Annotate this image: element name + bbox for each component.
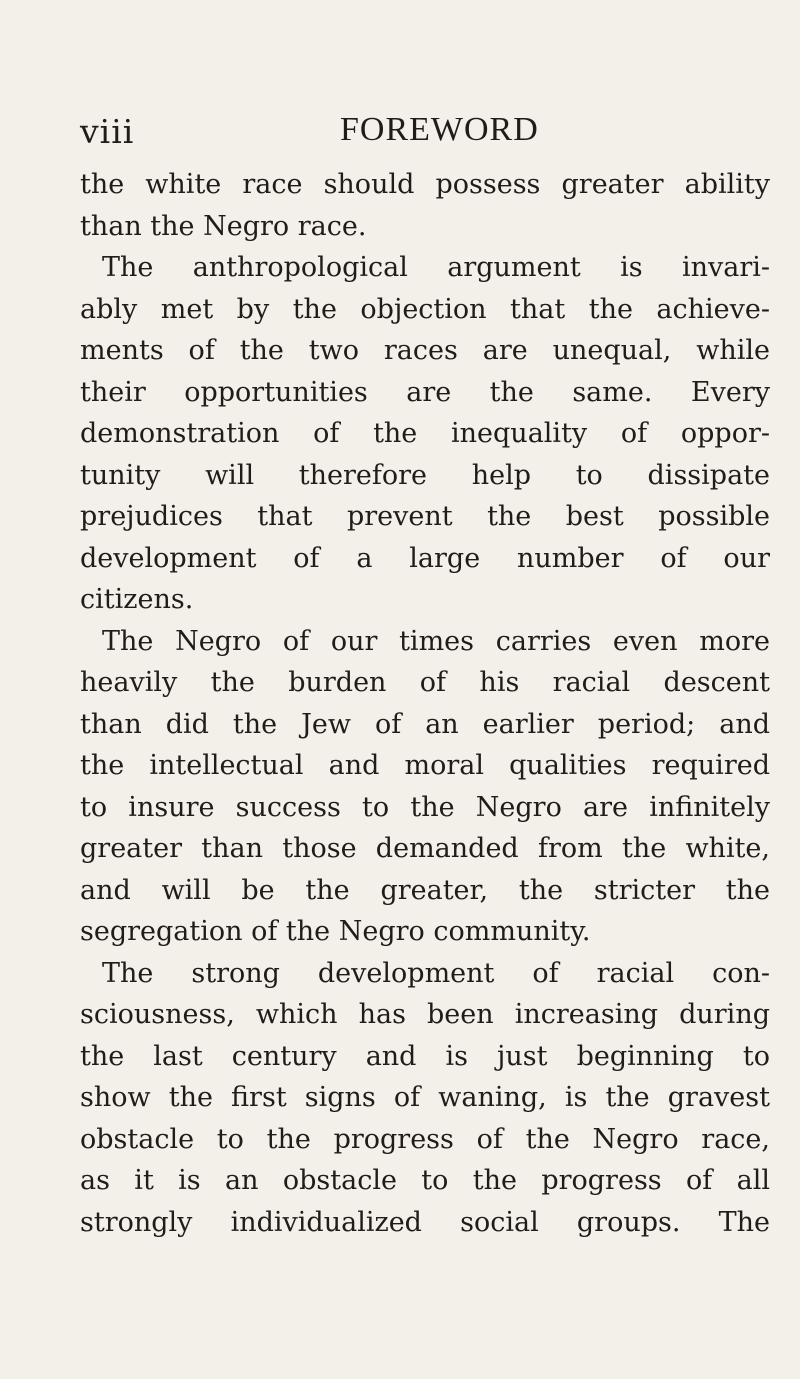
text-line: greater than those demanded from the white, — [80, 833, 770, 864]
text-line: show the first signs of waning, is the gravest — [80, 1082, 770, 1113]
text-line: The strong development of racial con- — [102, 957, 770, 989]
text-line: sciousness, which has been increasing during — [80, 999, 770, 1030]
text-line: as it is an obstacle to the progress of all — [80, 1165, 770, 1196]
running-head — [80, 106, 800, 154]
text-line: The Negro of our times carries even more — [102, 625, 770, 657]
text-line: heavily the burden of his racial descent — [80, 667, 770, 698]
text-line: The anthropological argument is invari- — [102, 252, 770, 283]
text-line: than did the Jew of an earlier period; and — [80, 708, 770, 740]
page-number: viii — [80, 112, 135, 151]
text-line: prejudices that prevent the best possible — [80, 501, 770, 532]
text-line: than the Negro race. — [80, 210, 367, 242]
text-line: segregation of the Negro community. — [80, 916, 591, 947]
text-line: demonstration of the inequality of oppor- — [80, 418, 770, 449]
text-line: to insure success to the Negro are infinitely — [80, 791, 770, 823]
text-line: development of a large number of our — [80, 542, 770, 574]
text-line: ments of the two races are unequal, while — [80, 335, 770, 366]
text-line: strongly individualized social groups. The — [80, 1206, 770, 1238]
text-line: ably met by the objection that the achieve- — [80, 293, 770, 325]
body-text — [80, 164, 770, 1243]
text-line: the intellectual and moral qualities required — [80, 750, 770, 781]
text-line: obstacle to the progress of the Negro race, — [80, 1123, 770, 1155]
text-line: the white race should possess greater ability — [80, 169, 770, 200]
text-line: the last century and is just beginning to — [80, 1040, 770, 1072]
text-line: and will be the greater, the stricter the — [80, 874, 770, 906]
text-line: tunity will therefore help to dissipate — [80, 459, 770, 491]
text-line: citizens. — [80, 584, 194, 615]
running-title: FOREWORD — [340, 111, 539, 148]
text-line: their opportunities are the same. Every — [80, 376, 770, 408]
